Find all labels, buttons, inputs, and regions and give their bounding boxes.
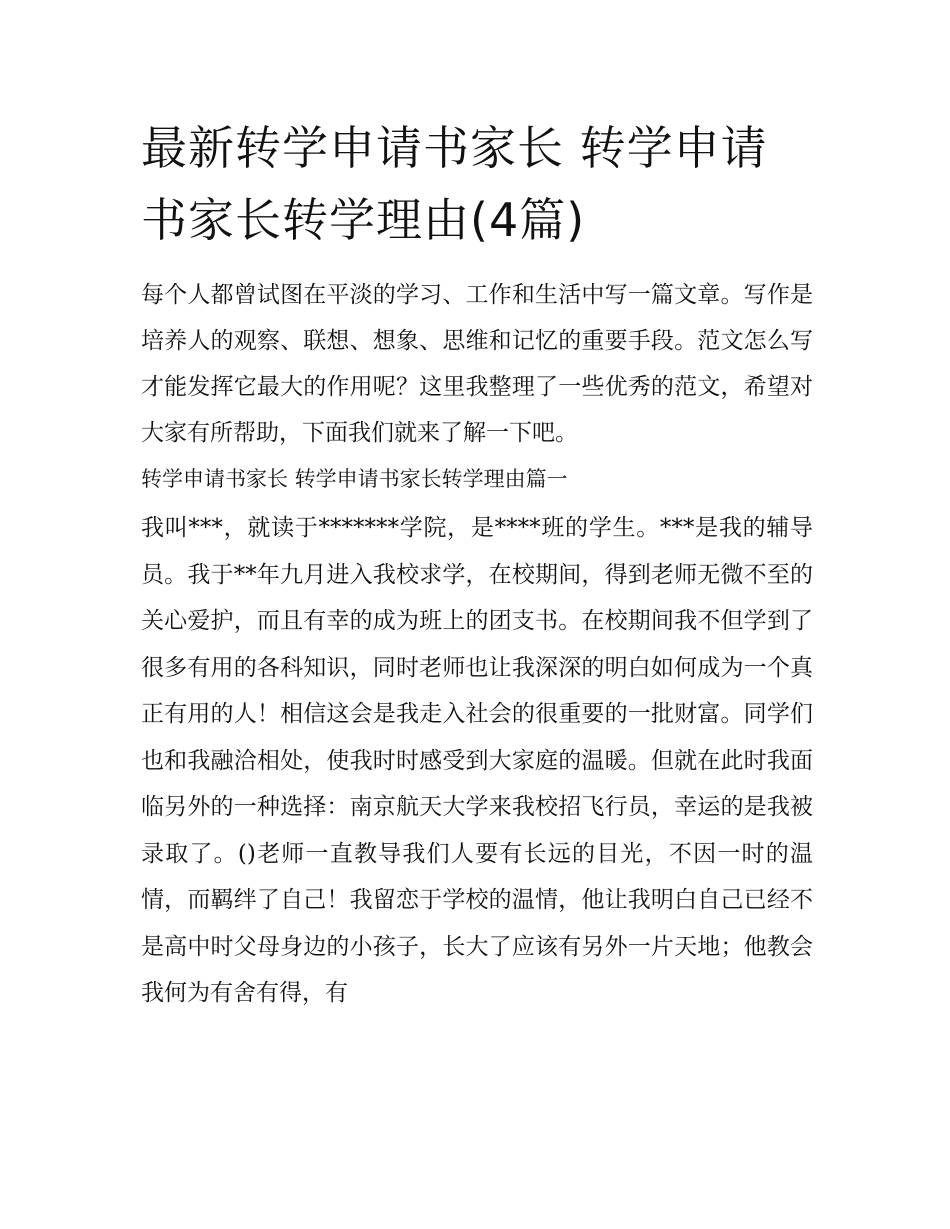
document-title: 最新转学申请书家长 转学申请书家长转学理由(4篇) (141, 121, 768, 247)
body-paragraph: 我叫***，就读于*******学院，是****班的学生。***是我的辅导员。我于**年九月进入我校求学，在校期间，得到老师无微不至的关心爱护，而且有幸的成为班上的团支书。在校期间我不但学到了很多有用的各科知识，同时老师也让我深深的明白如何成为一个真正有用的人！相信这会是我走入社会的很重要的一批财富。同学们也和我融洽相处，使我时时感受到大家庭的温暖。但就在此时我面临另外的一种选择：南京航天大学来我校招飞行员，幸运的是我被录取了。()老师一直教导我们人要有长远的目光，不因一时的温情，而羁绊了自己！我留恋于学校的温情，他让我明白自己已经不是高中时父母身边的小孩子，长大了应该有另外一片天地；他教会我何为有舍有得，有 (141, 515, 813, 1006)
document-content (141, 112, 813, 1017)
section-heading: 转学申请书家长 转学申请书家长转学理由篇一 (141, 467, 568, 491)
intro-paragraph: 每个人都曾试图在平淡的学习、工作和生活中写一篇文章。写作是培养人的观察、联想、想象、思维和记忆的重要手段。范文怎么写才能发挥它最大的作用呢？这里我整理了一些优秀的范文，希望对大家有所帮助，下面我们就来了解一下吧。 (141, 282, 813, 446)
